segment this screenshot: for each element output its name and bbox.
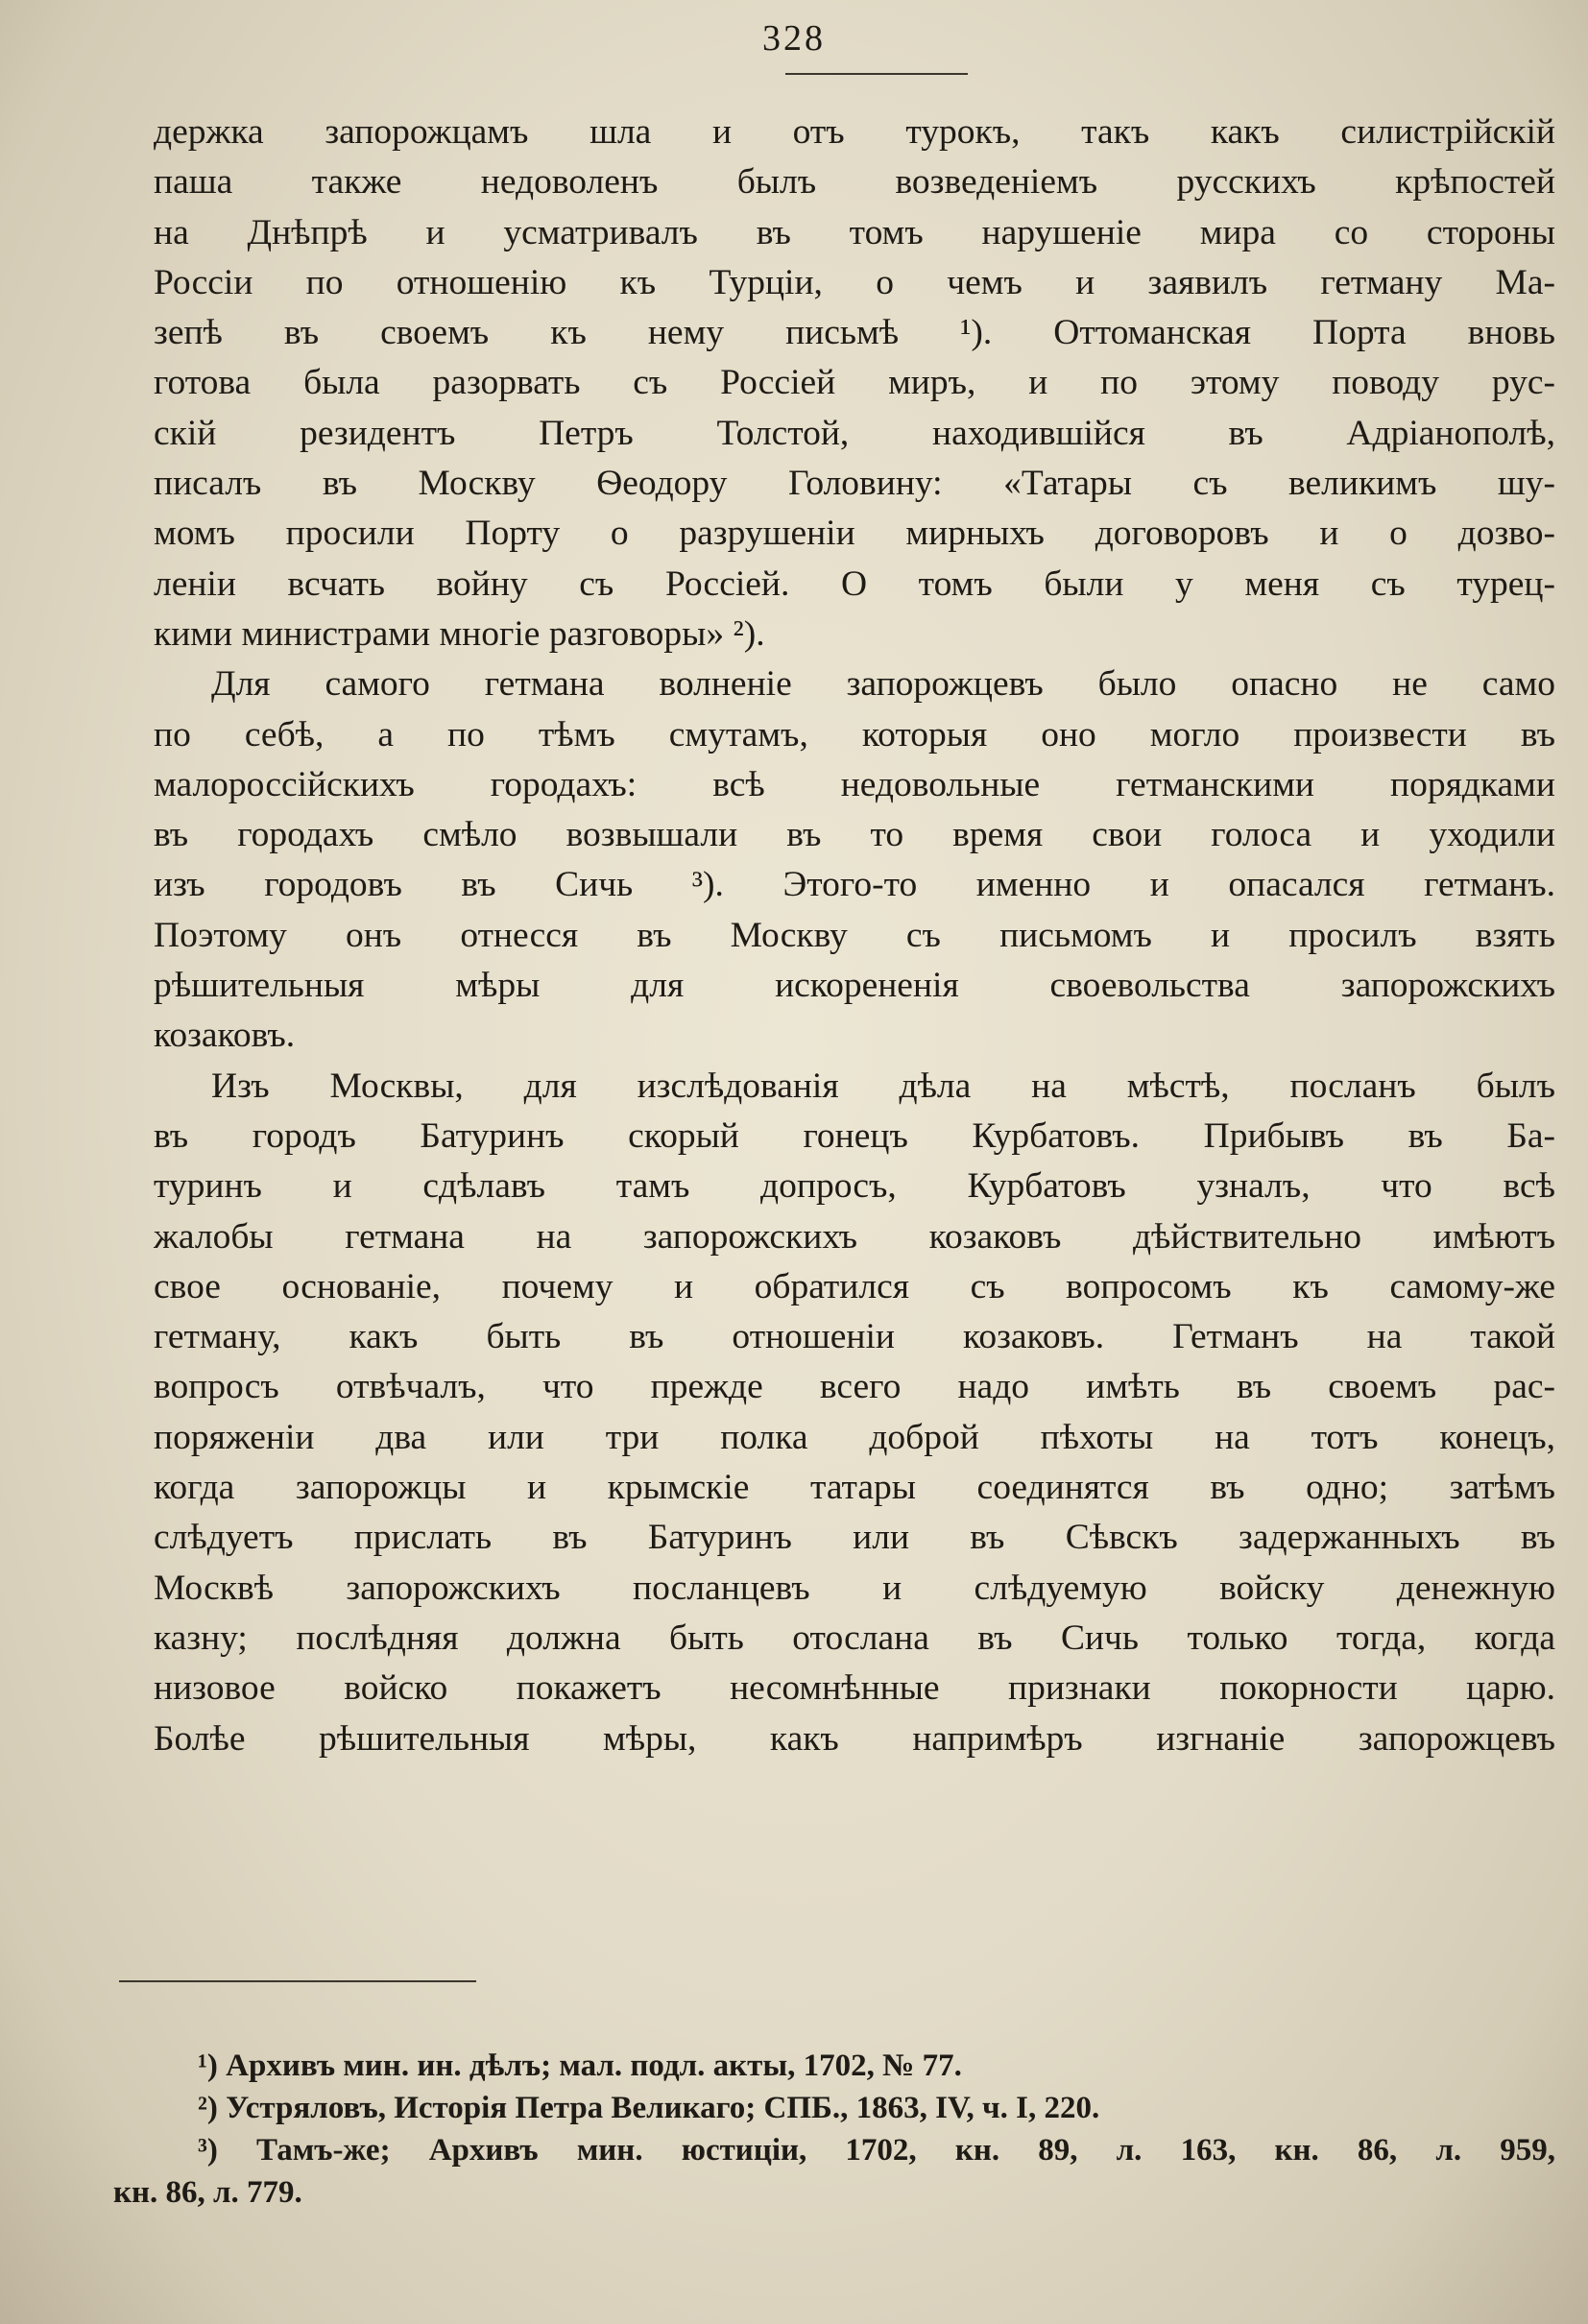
text-line: жалобы гетмана на запорожскихъ козаковъ дѣйствительно имѣютъ — [154, 1216, 1555, 1257]
text-line: низовое войско покажетъ несомнѣнные признаки покорности царю. — [154, 1668, 1555, 1709]
text-line: рѣшительныя мѣры для искорененія своевольства запорожскихъ — [154, 966, 1555, 1006]
text-line: зепѣ въ своемъ къ нему письмѣ ¹). Оттоманская Порта вновь — [154, 313, 1555, 353]
text-line: туринъ и сдѣлавъ тамъ допросъ, Курбатовъ узналъ, что всѣ — [154, 1166, 1555, 1207]
footnote-1: ¹) Архивъ мин. ин. дѣлъ; мал. подл. акты, 1702, № 77. — [198, 2048, 962, 2083]
text-line: казну; послѣдняя должна быть отослана въ Сичь только тогда, когда — [154, 1617, 1555, 1658]
text-line: кими министрами многіе разговоры» ²). — [154, 613, 765, 654]
text-line: малороссійскихъ городахъ: всѣ недовольные гетманскими порядками — [154, 764, 1555, 804]
text-line: скій резидентъ Петръ Толстой, находившійся въ Адріанополѣ, — [154, 413, 1555, 453]
text-line: момъ просили Порту о разрушеніи мирныхъ договоровъ и о дозво- — [154, 514, 1555, 554]
text-line: леніи всчать войну съ Россіей. О томъ были у меня съ турец- — [154, 563, 1555, 604]
footnote-3-continuation: кн. 86, л. 779. — [113, 2175, 302, 2210]
text-line: козаковъ. — [154, 1016, 296, 1056]
text-line: паша также недоволенъ былъ возведеніемъ русскихъ крѣпостей — [154, 162, 1555, 203]
body-text — [154, 108, 1555, 1764]
text-line: на Днѣпрѣ и усматривалъ въ томъ нарушеніе мира со стороны — [154, 212, 1555, 252]
paragraph-2 — [154, 659, 1555, 1061]
text-line: держка запорожцамъ шла и отъ турокъ, такъ какъ силистрійскій — [154, 112, 1555, 152]
text-line: писалъ въ Москву Ѳеодору Головину: «Татары съ великимъ шу- — [154, 464, 1555, 504]
text-line: вопросъ отвѣчалъ, что прежде всего надо имѣть въ своемъ рас- — [154, 1367, 1555, 1407]
text-line: когда запорожцы и крымскіе татары соединятся въ одно; затѣмъ — [154, 1468, 1555, 1508]
page-number: 328 — [762, 18, 826, 59]
footnote-3: ³) Тамъ-же; Архивъ мин. юстиціи, 1702, кн. 89, л. 163, кн. 86, л. 959, — [198, 2133, 1555, 2168]
text-line: Поэтому онъ отнесся въ Москву съ письмомъ и просилъ взять — [154, 915, 1555, 955]
footnotes — [113, 2045, 1555, 2214]
text-line: свое основаніе, почему и обратился съ вопросомъ къ самому-же — [154, 1266, 1555, 1306]
text-line: изъ городовъ въ Сичь ³). Этого-то именно и опасался гетманъ. — [154, 865, 1555, 905]
text-line: въ городъ Батуринъ скорый гонецъ Курбатовъ. Прибывъ въ Ба- — [154, 1115, 1555, 1156]
text-line: Изъ Москвы, для изслѣдованія дѣла на мѣстѣ, посланъ былъ — [211, 1066, 1555, 1106]
text-line: гетману, какъ быть въ отношеніи козаковъ. Гетманъ на такой — [154, 1317, 1555, 1357]
paragraph-1 — [154, 108, 1555, 659]
paragraph-3 — [154, 1062, 1555, 1764]
page-number-rule — [785, 73, 968, 75]
text-line: слѣдуетъ прислать въ Батуринъ или въ Сѣвскъ задержанныхъ въ — [154, 1518, 1555, 1558]
footnote-separator — [119, 1980, 476, 1982]
text-line: поряженіи два или три полка доброй пѣхоты на тотъ конецъ, — [154, 1417, 1555, 1457]
text-line: въ городахъ смѣло возвышали въ то время свои голоса и уходили — [154, 815, 1555, 855]
text-line: Болѣе рѣшительныя мѣры, какъ напримѣръ изгнаніе запорожцевъ — [154, 1718, 1555, 1759]
text-line: готова была разорвать съ Россіей миръ, и по этому поводу рус- — [154, 363, 1555, 403]
text-line: по себѣ, а по тѣмъ смутамъ, которыя оно могло произвести въ — [154, 714, 1555, 755]
footnote-2: ²) Устряловъ, Исторія Петра Великаго; СПБ., 1863, IV, ч. I, 220. — [198, 2091, 1100, 2125]
text-line: Москвѣ запорожскихъ посланцевъ и слѣдуемую войску денежную — [154, 1568, 1555, 1608]
text-line: Россіи по отношенію къ Турціи, о чемъ и заявилъ гетману Ма- — [154, 262, 1555, 302]
text-line: Для самого гетмана волненіе запорожцевъ было опасно не само — [211, 664, 1555, 705]
